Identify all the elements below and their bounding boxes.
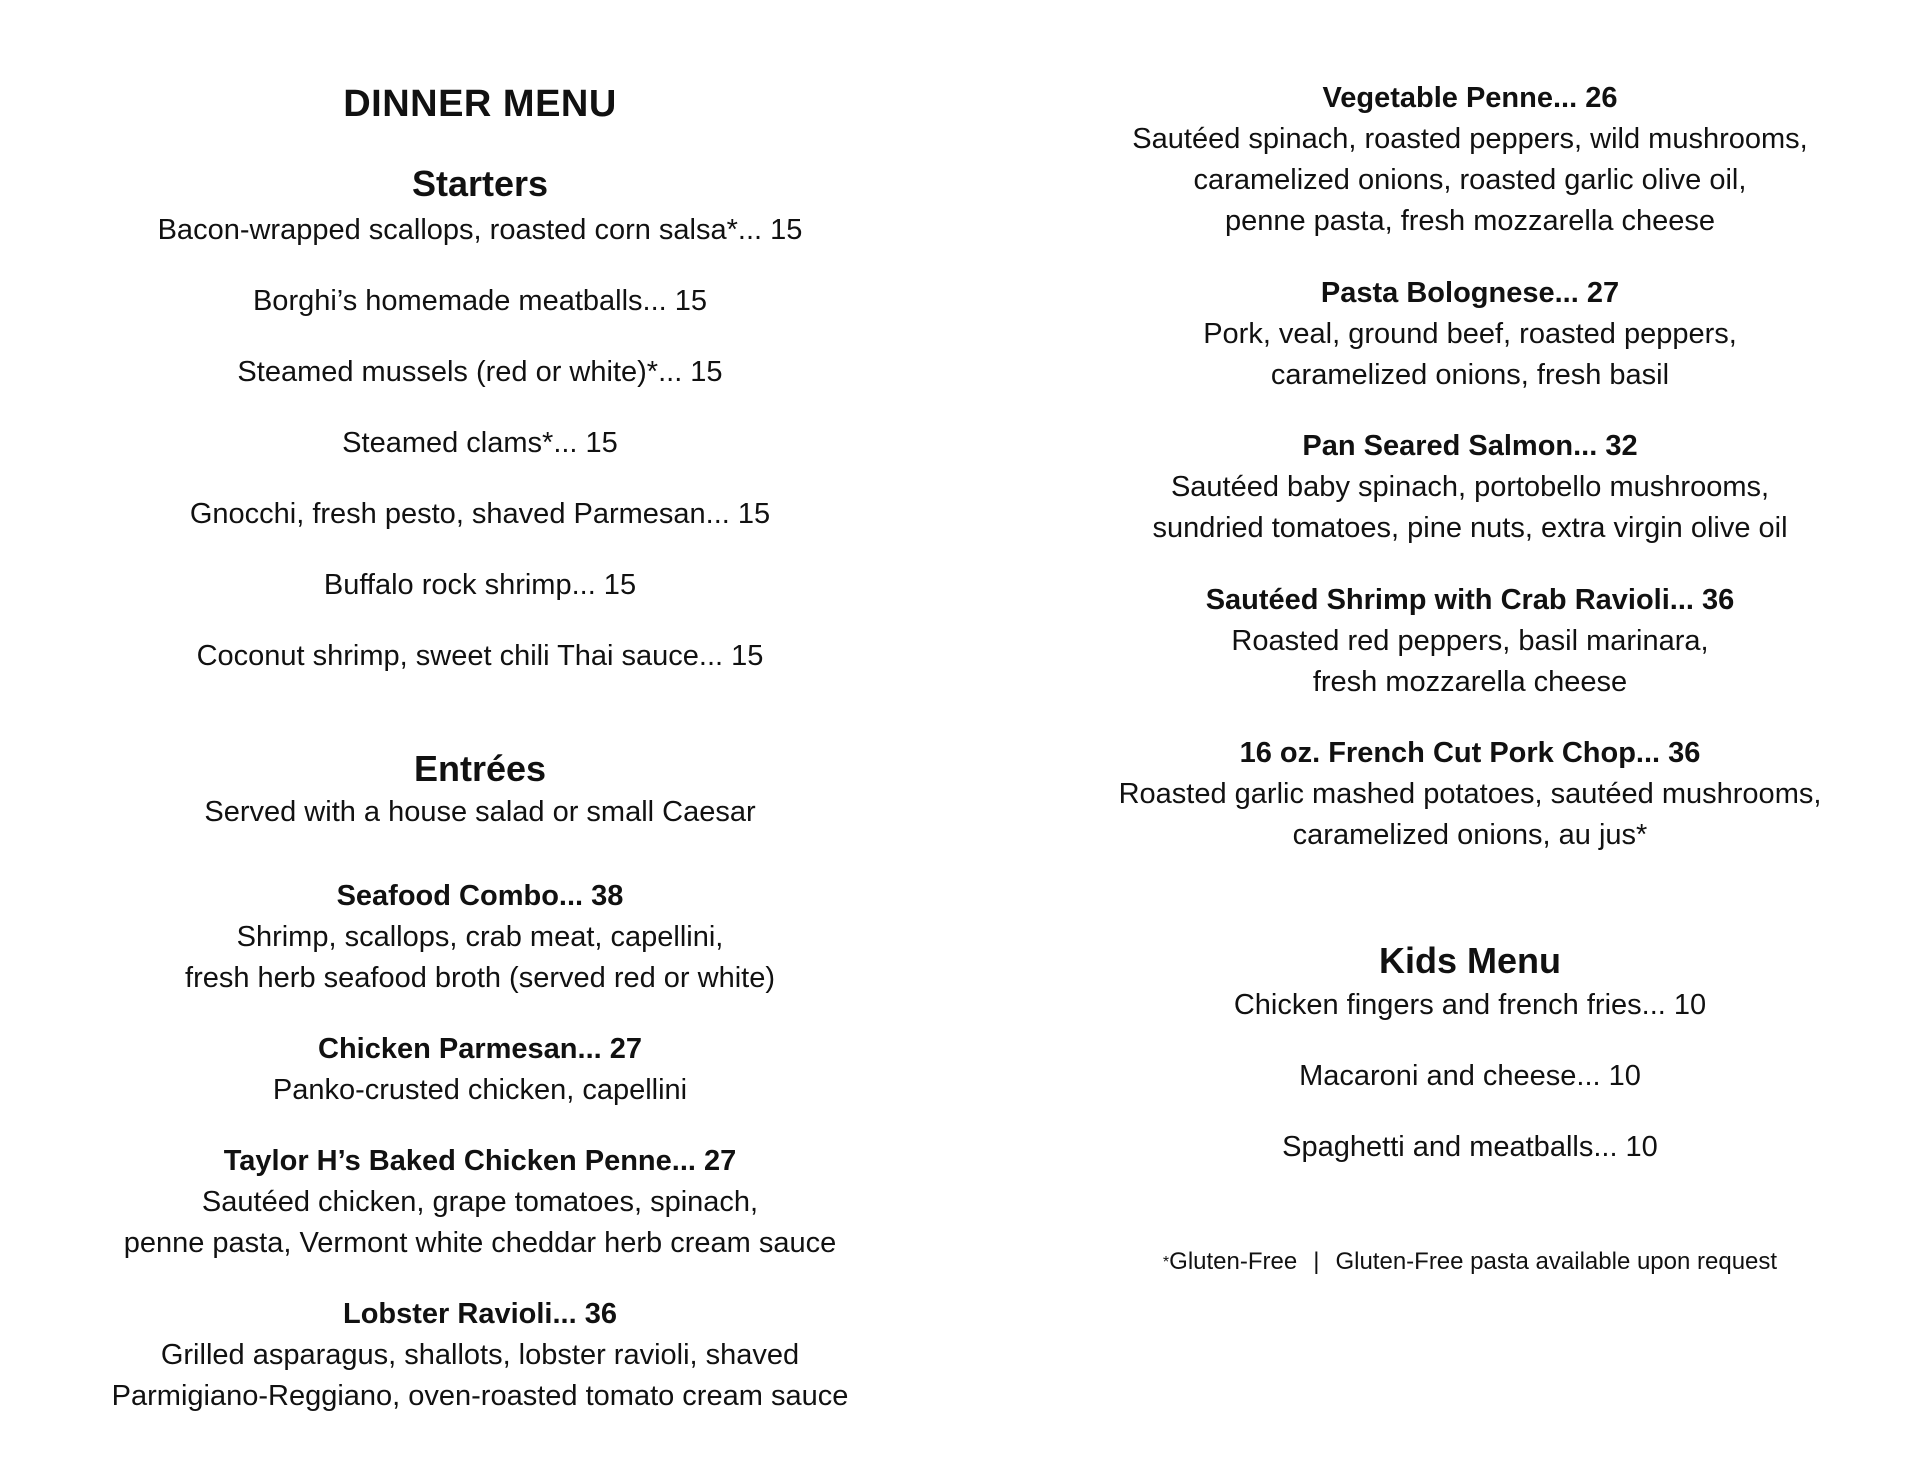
dish-description <box>60 1335 900 1417</box>
dish-description <box>60 1182 900 1264</box>
kids-item: Macaroni and cheese... 10 <box>1299 1060 1641 1092</box>
dish-description-line: caramelized onions, fresh basil <box>1270 359 1670 391</box>
menu-title: DINNER MENU <box>343 83 617 125</box>
dish-description-line: Sautéed chicken, grape tomatoes, spinach, <box>201 1186 759 1218</box>
dish-description-line: Panko-crusted chicken, capellini <box>272 1074 688 1106</box>
dish-description-line: Roasted garlic mashed potatoes, sautéed mushrooms, <box>1118 778 1822 810</box>
dish-description-line: Sautéed spinach, roasted peppers, wild mushrooms, <box>1132 123 1808 155</box>
starter-item: Borghi’s homemade meatballs... 15 <box>252 285 708 317</box>
dish-name: Taylor H’s Baked Chicken Penne... 27 <box>223 1145 737 1177</box>
dish-description-line: fresh herb seafood broth (served red or white) <box>185 962 775 994</box>
dish-description-line: Parmigiano-Reggiano, oven-roasted tomato cream sauce <box>111 1380 849 1412</box>
dish-description-line: fresh mozzarella cheese <box>1312 666 1628 698</box>
dish-description <box>60 1070 900 1111</box>
dish-description-line: penne pasta, fresh mozzarella cheese <box>1224 205 1716 237</box>
dish-description <box>1040 314 1900 396</box>
dish-description-line: Sautéed baby spinach, portobello mushrooms, <box>1170 471 1770 503</box>
gluten-free-label: Gluten-Free <box>1169 1248 1298 1275</box>
dish-description-line: caramelized onions, au jus* <box>1292 819 1648 851</box>
dish-description <box>1040 467 1900 549</box>
dish-description <box>1040 119 1900 242</box>
starter-item: Steamed mussels (red or white)*... 15 <box>237 356 723 388</box>
gluten-free-star: * <box>1162 1254 1170 1271</box>
dish-name: Chicken Parmesan... 27 <box>318 1033 642 1065</box>
dish-name: Vegetable Penne... 26 <box>1322 82 1618 114</box>
dish-description-line: Roasted red peppers, basil marinara, <box>1231 625 1709 657</box>
dish-description <box>60 917 900 999</box>
dish-description <box>1040 774 1900 856</box>
dish-name: Sautéed Shrimp with Crab Ravioli... 36 <box>1205 584 1735 616</box>
starter-item: Buffalo rock shrimp... 15 <box>323 569 637 601</box>
dish-description-line: Pork, veal, ground beef, roasted peppers, <box>1203 318 1737 350</box>
dish-description-line: penne pasta, Vermont white cheddar herb cream sauce <box>123 1227 837 1259</box>
starter-item: Gnocchi, fresh pesto, shaved Parmesan... 15 <box>189 498 771 530</box>
dish-name: Seafood Combo... 38 <box>336 880 624 912</box>
dish-description <box>1040 621 1900 703</box>
dish-description-line: Grilled asparagus, shallots, lobster ravioli, shaved <box>160 1339 800 1371</box>
gluten-free-pasta-note: Gluten-Free pasta available upon request <box>1335 1248 1778 1275</box>
dish-name: Pasta Bolognese... 27 <box>1320 277 1620 309</box>
entrees-subheading: Served with a house salad or small Caesar <box>204 796 756 828</box>
footnote-separator: | <box>1313 1248 1320 1275</box>
dish-name: 16 oz. French Cut Pork Chop... 36 <box>1239 737 1701 769</box>
starter-item: Bacon-wrapped scallops, roasted corn salsa*... 15 <box>157 214 803 246</box>
dish-name: Lobster Ravioli... 36 <box>343 1298 617 1330</box>
dish-description-line: caramelized onions, roasted garlic olive oil, <box>1193 164 1747 196</box>
kids-item: Chicken fingers and french fries... 10 <box>1233 989 1707 1021</box>
gluten-free-footnote <box>1040 1248 1900 1276</box>
kids-heading: Kids Menu <box>1378 940 1561 981</box>
kids-item: Spaghetti and meatballs... 10 <box>1282 1131 1658 1163</box>
starter-item: Steamed clams*... 15 <box>342 427 618 459</box>
starter-item: Coconut shrimp, sweet chili Thai sauce... 15 <box>196 640 764 672</box>
entrees-heading: Entrées <box>413 748 547 789</box>
dish-description-line: sundried tomatoes, pine nuts, extra virgin olive oil <box>1152 512 1788 544</box>
dish-name: Pan Seared Salmon... 32 <box>1302 430 1638 462</box>
dish-description-line: Shrimp, scallops, crab meat, capellini, <box>236 921 724 953</box>
starters-heading: Starters <box>411 163 549 204</box>
